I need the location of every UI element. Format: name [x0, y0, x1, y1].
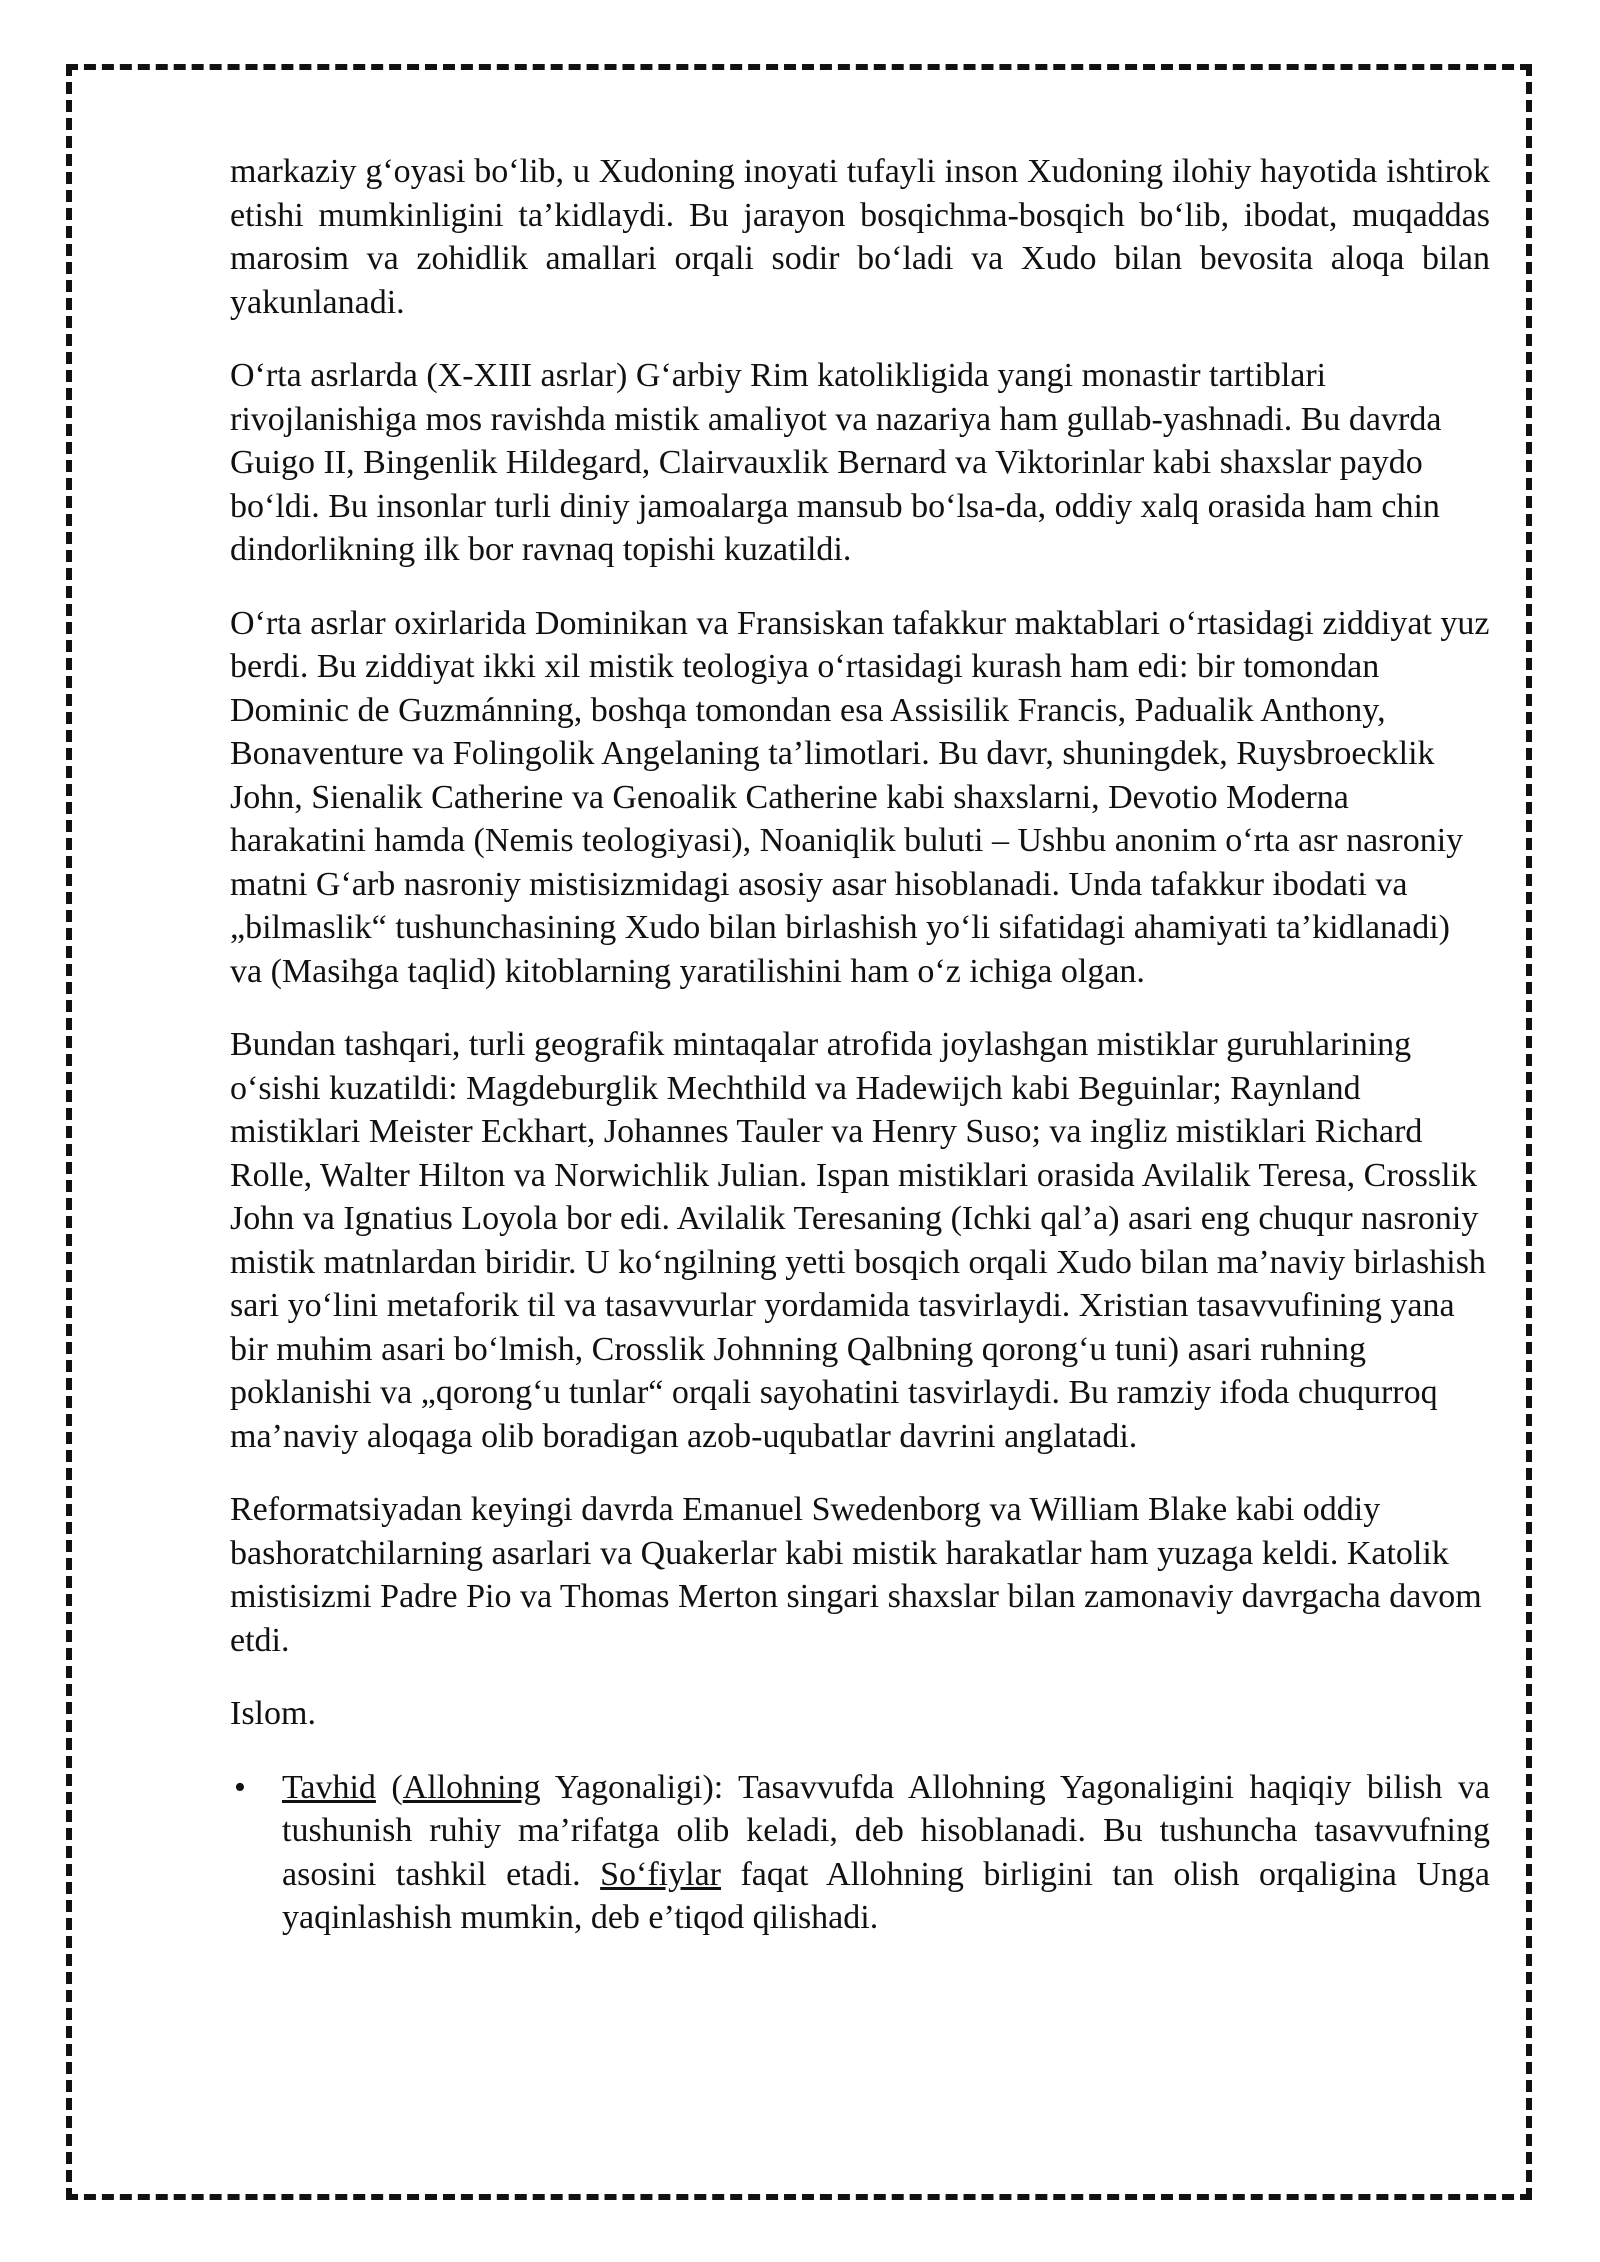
- link-tavhid[interactable]: Tavhid: [282, 1768, 376, 1806]
- paragraph-5: Reformatsiyadan keyingi davrda Emanuel Swedenborg va William Blake kabi oddiy bashoratchilarning asarlari va Quakerlar kabi mistik harakatlar ham yuzaga keldi. Katolik mistisizmi Padre Pio va Thomas Merton singari shaxslar bilan zamonaviy davrgacha davom etdi.: [230, 1491, 1482, 1659]
- document-body: [230, 150, 1490, 1940]
- paragraph-3: O‘rta asrlar oxirlarida Dominikan va Fransiskan tafakkur maktablari o‘rtasidagi ziddiyat yuz berdi. Bu ziddiyat ikki xil mistik teologiya o‘rtasidagi kurash ham edi: bir tomondan Dominic de Guzmánning, boshqa tomondan esa Assisilik Francis, Padualik Anthony, Bonaventure va Folingolik Angelaning ta’limotlari. Bu davr, shuningdek, Ruysbroecklik John, Sienalik Catherine va Genoalik Catherine kabi shaxslarni, Devotio Moderna harakatini hamda (Nemis teologiyasi), Noaniqlik buluti – Ushbu anonim o‘rta asr nasroniy matni G‘arb nasroniy mistisizmidagi asosiy asar hisoblanadi. Unda tafakkur ibodati va „bilmaslik“ tushunchasining Xudo bilan birlashish yo‘li sifatidagi ahamiyati ta’kidlanadi) va (Masihga taqlid) kitoblarning yaratilishini ham o‘z ichiga olgan.: [230, 604, 1490, 990]
- bullet-list: [230, 1766, 1490, 1940]
- list-item: [230, 1766, 1490, 1940]
- bullet-text-part-2: faqat Allohning birligini tan olish orqaligina Unga yaqinlashish mumkin, deb e’tiqod qilishadi.: [282, 1855, 1491, 1936]
- link-sofiylar[interactable]: So‘fiylar: [600, 1855, 721, 1893]
- paragraph-2: O‘rta asrlarda (X-XIII asrlar) G‘arbiy Rim katolikligida yangi monastir tartiblari rivojlanishiga mos ravishda mistik amaliyot va nazariya ham gullab-yashnadi. Bu davrda Guigo II, Bingenlik Hildegard, Clairvauxlik Bernard va Viktorinlar kabi shaxslar paydo bo‘ldi. Bu insonlar turli diniy jamoalarga mansub bo‘lsa-da, oddiy xalq orasida ham chin dindorlikning ilk bor ravnaq topishi kuzatildi.: [230, 357, 1442, 568]
- paragraph-1: markaziy g‘oyasi bo‘lib, u Xudoning inoyati tufayli inson Xudoning ilohiy hayotida ishtirok etishi mumkinligini ta’kidlaydi. Bu jarayon bosqichma-bosqich bo‘lib, ibodat, muqaddas marosim va zohidlik amallari orqali sodir bo‘ladi va Xudo bilan bevosita aloqa bilan yakunlanadi.: [230, 153, 1490, 321]
- section-heading: Islom.: [230, 1695, 316, 1732]
- bullet-icon: •: [234, 1768, 246, 1806]
- bullet-text-separator: (: [375, 1768, 403, 1806]
- bullet-text-part-1: Yagonaligi): Tasavvufda Allohning Yagonaligini haqiqiy bilish va tushunish ruhiy ma’rifatga olib keladi, deb hisoblanadi. Bu tushuncha tasavvufning asosini tashkil etadi.: [282, 1768, 1490, 1893]
- link-allohning[interactable]: Allohning: [402, 1768, 541, 1806]
- paragraph-4: Bundan tashqari, turli geografik mintaqalar atrofida joylashgan mistiklar guruhlarining o‘sishi kuzatildi: Magdeburglik Mechthild va Hadewijch kabi Beguinlar; Raynland mistiklari Meister Eckhart, Johannes Tauler va Henry Suso; va ingliz mistiklari Richard Rolle, Walter Hilton va Norwichlik Julian. Ispan mistiklari orasida Avilalik Teresa, Crosslik John va Ignatius Loyola bor edi. Avilalik Teresaning (Ichki qal’a) asari eng chuqur nasroniy mistik matnlardan biridir. U ko‘ngilning yetti bosqich orqali Xudo bilan ma’naviy birlashish sari yo‘lini metaforik til va tasavvurlar yordamida tasvirlaydi. Xristian tasavvufining yana bir muhim asari bo‘lmish, Crosslik Johnning Qalbning qorong‘u tuni) asari ruhning poklanishi va „qorong‘u tunlar“ orqali sayohatini tasvirlaydi. Bu ramziy ifoda chuqurroq ma’naviy aloqaga olib boradigan azob-uqubatlar davrini anglatadi.: [230, 1026, 1486, 1455]
